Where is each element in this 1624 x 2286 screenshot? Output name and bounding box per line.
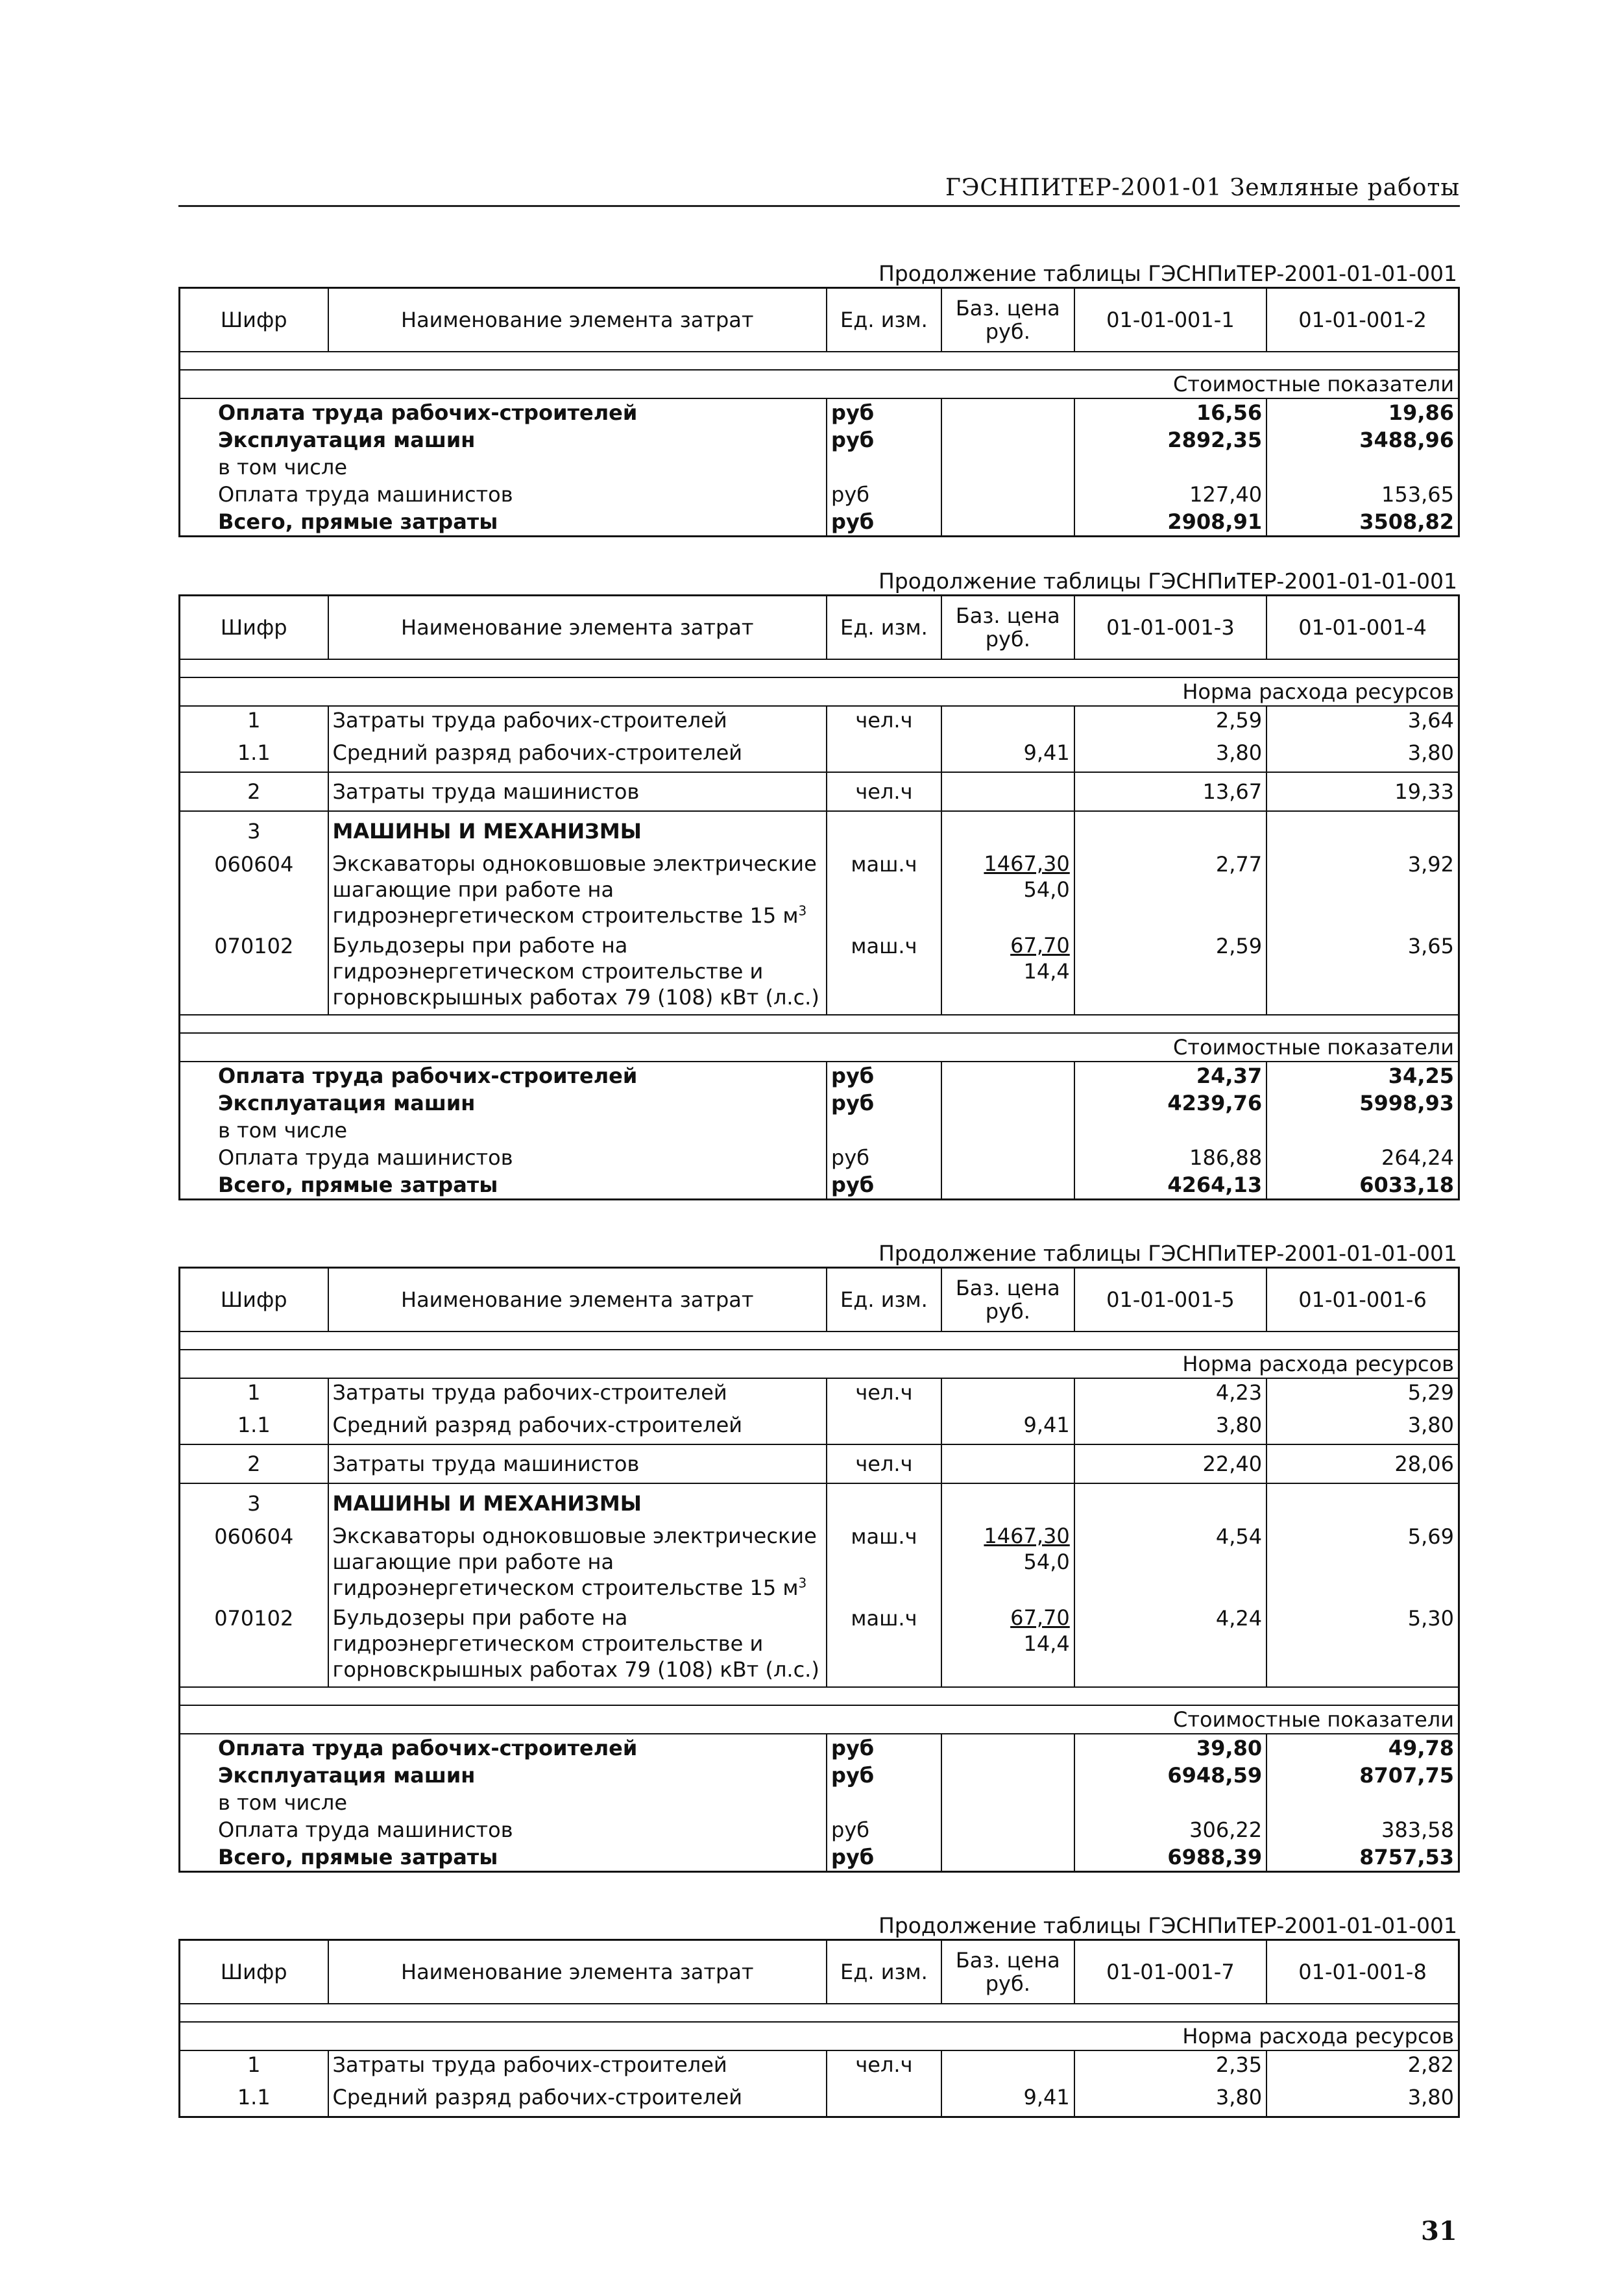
- col-unit-header: Ед. изм.: [827, 596, 941, 660]
- col-name-header: Наименование элемента затрат: [328, 1268, 827, 1332]
- table-row: Оплата труда рабочих-строителей руб 16,56 19,86: [180, 398, 1459, 426]
- section-row: [180, 2022, 1459, 2050]
- table-header-row: [180, 1940, 1459, 2004]
- table-3: [178, 1241, 1460, 1873]
- table-row: 1 Затраты труда рабочих-строителей чел.ч 4,23 5,29: [180, 1378, 1459, 1406]
- bulldozer-price: 67,70 14,4: [941, 1601, 1074, 1687]
- table-row: 1 Затраты труда рабочих-строителей чел.ч 2,35 2,82: [180, 2050, 1459, 2078]
- section-row: [180, 1033, 1459, 1062]
- col-variant-a-header: 01-01-001-5: [1074, 1268, 1266, 1332]
- table-row: 1.1 Средний разряд рабочих-строителей 9,41 3,80 3,80: [180, 734, 1459, 772]
- resource-table: [178, 1267, 1460, 1873]
- col-variant-b-header: 01-01-001-2: [1266, 288, 1459, 352]
- table-row: 060604 Экскаваторы одноковшовые электрические шагающие при работе на гидроэнергетическом строительстве 15 $м^3$ маш.ч 1467,30 54,0 2,77 3,92: [180, 851, 1459, 929]
- section-row: [180, 1350, 1459, 1378]
- table-row: 3 МАШИНЫ И МЕХАНИЗМЫ: [180, 1483, 1459, 1523]
- col-variant-b-header: 01-01-001-8: [1266, 1940, 1459, 2004]
- table-row: Всего, прямые затраты руб 6988,39 8757,53: [180, 1843, 1459, 1872]
- table-row: Эксплуатация машин руб 2892,35 3488,96: [180, 426, 1459, 454]
- table-header-row: [180, 1268, 1459, 1332]
- table-row: 1.1 Средний разряд рабочих-строителей 9,41 3,80 3,80: [180, 2078, 1459, 2117]
- col-price-header: Баз. цена руб.: [941, 1268, 1074, 1332]
- table-row: Оплата труда рабочих-строителей руб 24,37 34,25: [180, 1062, 1459, 1089]
- table-row: Оплата труда машинистов руб 127,40 153,65: [180, 481, 1459, 508]
- excavator-price: 1467,30 54,0: [941, 851, 1074, 929]
- table-row: Оплата труда машинистов руб 306,22 383,58: [180, 1816, 1459, 1843]
- section-title: Норма расхода ресурсов: [180, 1350, 1459, 1378]
- col-code-header: Шифр: [180, 1268, 328, 1332]
- table-row: Оплата труда машинистов руб 186,88 264,24: [180, 1144, 1459, 1171]
- col-price-header: Баз. цена руб.: [941, 1940, 1074, 2004]
- col-code-header: Шифр: [180, 596, 328, 660]
- bulldozer-price: 67,70 14,4: [941, 929, 1074, 1015]
- page-header: [178, 167, 1460, 207]
- section-title: Стоимостные показатели: [180, 370, 1459, 398]
- resource-table: [178, 1939, 1460, 2118]
- table-row: Всего, прямые затраты руб 2908,91 3508,82: [180, 508, 1459, 537]
- col-variant-b-header: 01-01-001-6: [1266, 1268, 1459, 1332]
- resource-table: [178, 594, 1460, 1200]
- col-unit-header: Ед. изм.: [827, 1940, 941, 2004]
- section-row: [180, 370, 1459, 398]
- excavator-name: Экскаваторы одноковшовые электрические шагающие при работе на гидроэнергетическом строительстве 15 $м^3$: [328, 1523, 827, 1601]
- table-row: 1.1 Средний разряд рабочих-строителей 9,41 3,80 3,80: [180, 1406, 1459, 1444]
- table-row: 2 Затраты труда машинистов чел.ч 13,67 19,33: [180, 772, 1459, 811]
- page-number: 31: [1421, 2216, 1457, 2246]
- section-title: Стоимостные показатели: [180, 1705, 1459, 1734]
- section-row: [180, 677, 1459, 706]
- table-row: Эксплуатация машин руб 6948,59 8707,75: [180, 1762, 1459, 1789]
- excavator-price: 1467,30 54,0: [941, 1523, 1074, 1601]
- section-title: Норма расхода ресурсов: [180, 677, 1459, 706]
- col-code-header: Шифр: [180, 288, 328, 352]
- table-row: 070102 Бульдозеры при работе на гидроэнергетическом строительстве и горновскрышных работах 79 (108) кВт (л.с.) маш.ч 67,70 14,4 2,59 3,65: [180, 929, 1459, 1015]
- col-unit-header: Ед. изм.: [827, 288, 941, 352]
- col-variant-a-header: 01-01-001-1: [1074, 288, 1266, 352]
- table-caption: Продолжение таблицы ГЭСНПиТЕР-2001-01-01-001: [878, 1241, 1457, 1266]
- section-title: Норма расхода ресурсов: [180, 2022, 1459, 2050]
- col-name-header: Наименование элемента затрат: [328, 596, 827, 660]
- table-row: в том числе: [180, 1789, 1459, 1816]
- table-header-row: [180, 288, 1459, 352]
- section-row: [180, 1705, 1459, 1734]
- table-row: 3 МАШИНЫ И МЕХАНИЗМЫ: [180, 811, 1459, 851]
- document-title: ГЭСНПИТЕР-2001-01 Земляные работы: [945, 175, 1460, 201]
- col-variant-a-header: 01-01-001-3: [1074, 596, 1266, 660]
- table-row: Всего, прямые затраты руб 4264,13 6033,18: [180, 1171, 1459, 1200]
- table-caption: Продолжение таблицы ГЭСНПиТЕР-2001-01-01-001: [878, 1913, 1457, 1938]
- table-1: [178, 261, 1460, 537]
- section-title: Стоимостные показатели: [180, 1033, 1459, 1062]
- table-row: 2 Затраты труда машинистов чел.ч 22,40 28,06: [180, 1444, 1459, 1483]
- table-row: 1 Затраты труда рабочих-строителей чел.ч 2,59 3,64: [180, 706, 1459, 734]
- table-caption: Продолжение таблицы ГЭСНПиТЕР-2001-01-01-001: [878, 261, 1457, 286]
- table-row: в том числе: [180, 454, 1459, 481]
- col-variant-b-header: 01-01-001-4: [1266, 596, 1459, 660]
- col-unit-header: Ед. изм.: [827, 1268, 941, 1332]
- col-name-header: Наименование элемента затрат: [328, 288, 827, 352]
- table-4: [178, 1913, 1460, 2118]
- table-row: Оплата труда рабочих-строителей руб 39,80 49,78: [180, 1734, 1459, 1762]
- excavator-name: Экскаваторы одноковшовые электрические шагающие при работе на гидроэнергетическом строительстве 15 $м^3$: [328, 851, 827, 929]
- col-price-header: Баз. цена руб.: [941, 596, 1074, 660]
- table-caption: Продолжение таблицы ГЭСНПиТЕР-2001-01-01-001: [878, 568, 1457, 594]
- resource-table: [178, 287, 1460, 537]
- col-price-header: Баз. цена руб.: [941, 288, 1074, 352]
- table-header-row: [180, 596, 1459, 660]
- table-row: 060604 Экскаваторы одноковшовые электрические шагающие при работе на гидроэнергетическом строительстве 15 $м^3$ маш.ч 1467,30 54,0 4,54 5,69: [180, 1523, 1459, 1601]
- table-2: [178, 568, 1460, 1200]
- col-code-header: Шифр: [180, 1940, 328, 2004]
- col-variant-a-header: 01-01-001-7: [1074, 1940, 1266, 2004]
- col-name-header: Наименование элемента затрат: [328, 1940, 827, 2004]
- table-row: Эксплуатация машин руб 4239,76 5998,93: [180, 1089, 1459, 1117]
- table-row: 070102 Бульдозеры при работе на гидроэнергетическом строительстве и горновскрышных работах 79 (108) кВт (л.с.) маш.ч 67,70 14,4 4,24 5,30: [180, 1601, 1459, 1687]
- table-row: в том числе: [180, 1117, 1459, 1144]
